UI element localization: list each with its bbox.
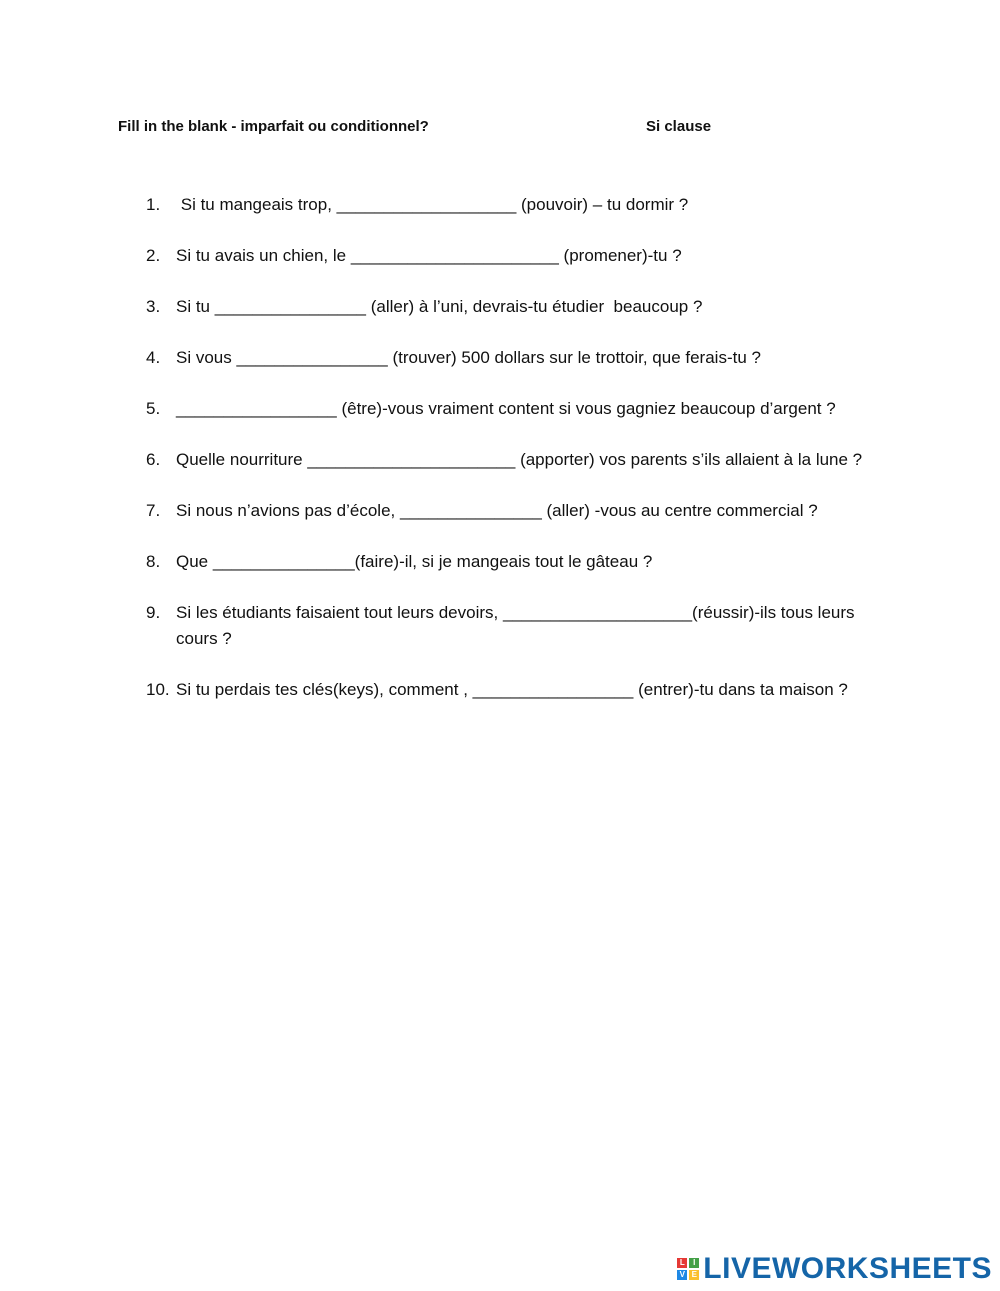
question-number: 8.	[146, 552, 161, 571]
question-text: Que _______________(faire)-il, si je mangeais tout le gâteau ?	[176, 552, 653, 571]
question-number: 6.	[146, 450, 161, 469]
question-number: 1.	[146, 195, 161, 214]
question-text: Si tu avais un chien, le ______________________ (promener)-tu ?	[176, 246, 682, 265]
question-item	[146, 345, 886, 371]
question-text: Si tu perdais tes clés(keys), comment , _________________ (entrer)-tu dans ta maison ?	[176, 680, 848, 699]
question-item	[146, 549, 886, 575]
question-number: 5.	[146, 399, 161, 418]
question-text: Quelle nourriture ______________________ (apporter) vos parents s’ils allaient à la lune ?	[176, 450, 863, 469]
worksheet-header	[118, 118, 818, 140]
question-text: Si tu mangeais trop, ___________________ (pouvoir) – tu dormir ?	[176, 195, 689, 214]
question-text: Si les étudiants faisaient tout leurs devoirs, ____________________(réussir)-ils tous leurs cours ?	[176, 603, 860, 648]
question-item	[146, 677, 886, 703]
logo-block-v: V	[677, 1270, 687, 1280]
question-number: 10.	[146, 680, 170, 699]
question-number: 3.	[146, 297, 161, 316]
question-text: Si nous n’avions pas d’école, _______________ (aller) -vous au centre commercial ?	[176, 501, 818, 520]
question-text: _________________ (être)-vous vraiment content si vous gagniez beaucoup d’argent ?	[176, 399, 836, 418]
question-text: Si tu ________________ (aller) à l’uni, devrais-tu étudier beaucoup ?	[176, 297, 703, 316]
question-item	[146, 498, 886, 524]
liveworksheets-logo	[677, 1253, 992, 1285]
worksheet-title: Fill in the blank - imparfait ou conditionnel?	[118, 118, 429, 135]
question-number: 4.	[146, 348, 161, 367]
logo-block-l: L	[677, 1258, 687, 1268]
logo-text: LIVEWORKSHEETS	[703, 1252, 992, 1285]
question-item	[146, 396, 886, 422]
question-item	[146, 600, 886, 652]
question-item	[146, 192, 886, 218]
worksheet-subtitle: Si clause	[646, 118, 712, 135]
question-number: 9.	[146, 603, 161, 622]
logo-blocks-icon	[677, 1258, 699, 1280]
question-number: 2.	[146, 246, 161, 265]
question-number: 7.	[146, 501, 161, 520]
logo-block-e: E	[689, 1270, 699, 1280]
question-text: Si vous ________________ (trouver) 500 dollars sur le trottoir, que ferais-tu ?	[176, 348, 761, 367]
logo-block-i: I	[689, 1258, 699, 1268]
question-list	[146, 192, 886, 728]
question-item	[146, 243, 886, 269]
question-item	[146, 447, 886, 473]
question-item	[146, 294, 886, 320]
